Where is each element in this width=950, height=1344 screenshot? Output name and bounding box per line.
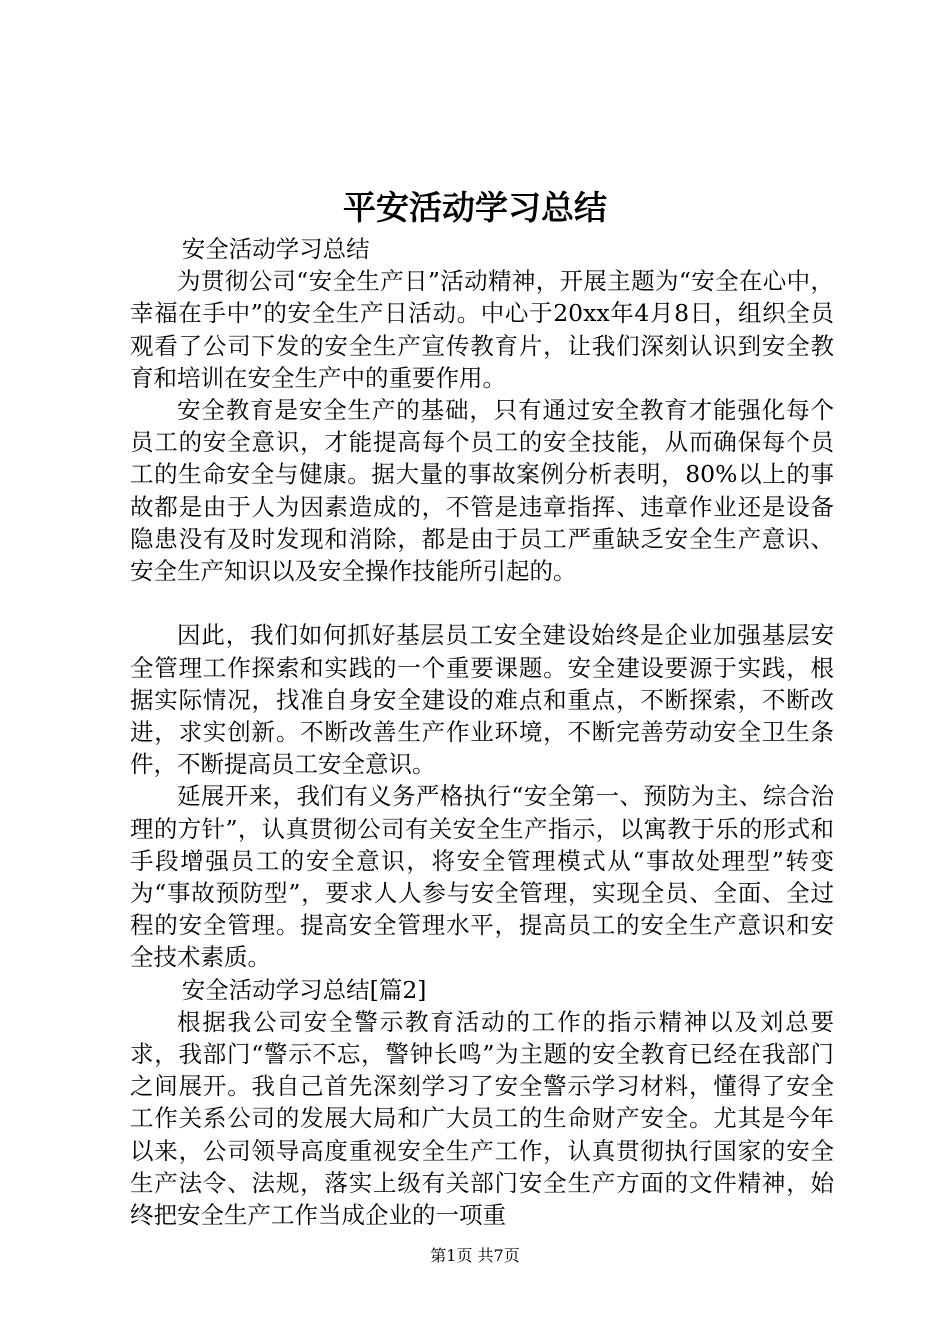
paragraph-gap <box>130 587 834 619</box>
section-heading: 安全活动学习总结[篇2] <box>181 975 427 1004</box>
section-heading: 安全活动学习总结 <box>181 235 370 263</box>
body-paragraph: 安全教育是安全生产的基础，只有通过安全教育才能强化每个员工的安全意识，才能提高每个员工的安全技能，从而确保每个员工的生命安全与健康。据大量的事故案例分析表明，80%以上的事故都是由于人为因素造成的，不管是违章指挥、违章作业还是设备隐患没有及时发现和消除，都是由于员工严重缺乏安全生产意识、安全生产知识以及安全操作技能所引起的。 <box>130 396 834 586</box>
document-body <box>130 233 834 1231</box>
body-paragraph: 因此，我们如何抓好基层员工安全建设始终是企业加强基层安全管理工作探索和实践的一个重要课题。安全建设要源于实践，根据实际情况，找准自身安全建设的难点和重点，不断探索，不断改进，求实创新。不断改善生产作业环境，不断完善劳动安全卫生条件，不断提高员工安全意识。 <box>130 621 834 779</box>
body-paragraph: 延展开来，我们有义务严格执行“安全第一、预防为主、综合治理的方针”，认真贯彻公司有关安全生产指示，以寓教于乐的形式和手段增强员工的安全意识，将安全管理模式从“事故处理型”转变为“事故预防型”，要求人人参与安全管理，实现全员、全面、全过程的安全管理。提高安全管理水平，提高员工的安全生产意识和安全技术素质。 <box>130 782 834 972</box>
page-footer: 第1页 共7页 <box>430 1246 520 1265</box>
document-title: 平安活动学习总结 <box>343 188 607 227</box>
body-paragraph: 根据我公司安全警示教育活动的工作的指示精神以及刘总要求，我部门“警示不忘，警钟长鸣”为主题的安全教育已经在我部门之间展开。我自己首先深刻学习了安全警示学习材料，懂得了安全工作关系公司的发展大局和广大员工的生命财产安全。尤其是今年以来，公司领导高度重视安全生产工作，认真贯彻执行国家的安全生产法令、法规，落实上级有关部门安全生产方面的文件精神，始终把安全生产工作当成企业的一项重 <box>130 1007 834 1230</box>
body-paragraph: 为贯彻公司“安全生产日”活动精神，开展主题为“安全在心中，幸福在手中”的安全生产日活动。中心于20xx年4月8日，组织全员观看了公司下发的安全生产宣传教育片，让我们深刻认识到安全教育和培训在安全生产中的重要作用。 <box>130 267 834 392</box>
